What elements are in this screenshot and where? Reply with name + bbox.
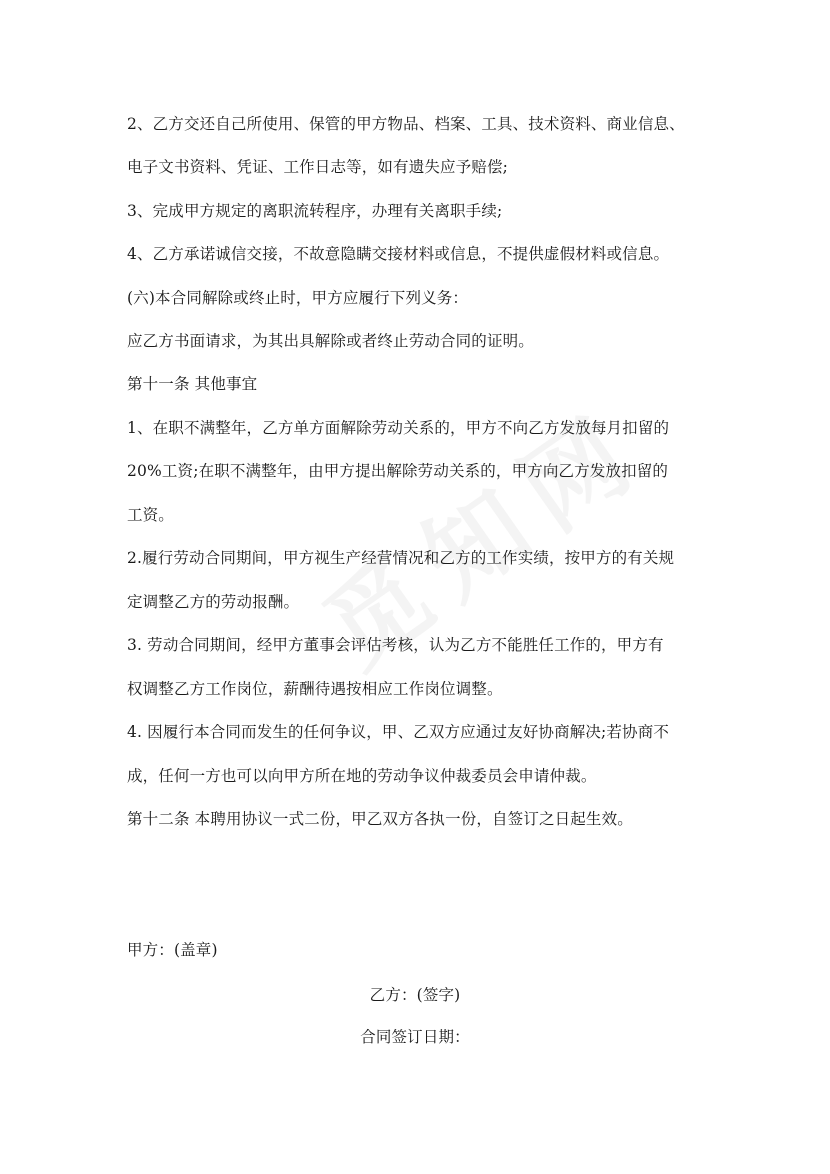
clause-line-2: 电子文书资料、凭证、工作日志等，如有遗失应予赔偿;: [127, 158, 508, 176]
sign-date-label: 合同签订日期：: [360, 1028, 470, 1046]
clause-line-11: 2.履行劳动合同期间，甲方视生产经营情况和乙方的工作实绩，按甲方的有关规: [127, 549, 675, 567]
clause-line-12: 定调整乙方的劳动报酬。: [127, 593, 300, 611]
party-b-signature-label: 乙方：(签字): [369, 986, 461, 1004]
clause-line-1: 2、乙方交还自己所使用、保管的甲方物品、档案、工具、技术资料、商业信息、: [127, 115, 685, 133]
clause-line-15: 4. 因履行本合同而发生的任何争议，甲、乙双方应通过友好协商解决;若协商不: [127, 723, 669, 741]
article-twelve: 第十二条 本聘用协议一式二份，甲乙双方各执一份，自签订之日起生效。: [127, 810, 633, 828]
party-a-seal-label: 甲方：(盖章): [127, 941, 218, 959]
clause-line-8: 1、在职不满整年，乙方单方面解除劳动关系的，甲方不向乙方发放每月扣留的: [127, 419, 670, 437]
clause-line-16: 成，任何一方也可以向甲方所在地的劳动争议仲裁委员会申请仲裁。: [127, 767, 597, 785]
section-heading-six: (六)本合同解除或终止时，甲方应履行下列义务：: [127, 289, 469, 307]
clause-line-4: 4、乙方承诺诚信交接，不故意隐瞒交接材料或信息，不提供虚假材料或信息。: [127, 245, 670, 263]
clause-line-14: 权调整乙方工作岗位，薪酬待遇按相应工作岗位调整。: [127, 680, 503, 698]
article-eleven-heading: 第十一条 其他事宜: [127, 375, 258, 393]
clause-line-3: 3、完成甲方规定的离职流转程序，办理有关离职手续;: [127, 202, 503, 220]
clause-line-6: 应乙方书面请求，为其出具解除或者终止劳动合同的证明。: [127, 332, 534, 350]
clause-line-13: 3. 劳动合同期间，经甲方董事会评估考核，认为乙方不能胜任工作的，甲方有: [127, 636, 664, 654]
clause-line-9: 20%工资;在职不满整年，由甲方提出解除劳动关系的，甲方向乙方发放扣留的: [127, 462, 669, 480]
clause-line-10: 工资。: [127, 506, 174, 524]
